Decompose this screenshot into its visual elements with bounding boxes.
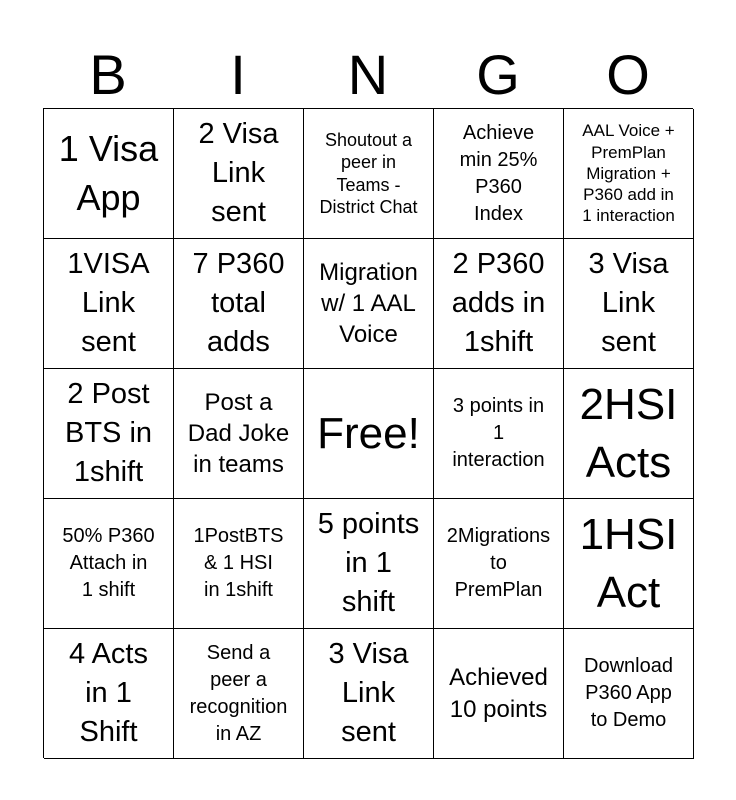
- bingo-cell[interactable]: [44, 499, 174, 629]
- bingo-cell[interactable]: [174, 109, 304, 239]
- cell-text: 7 P360 total adds: [192, 247, 285, 359]
- cell-text: 2 Visa Link sent: [198, 117, 279, 229]
- bingo-cell[interactable]: [304, 629, 434, 759]
- cell-text: 3 points in 1 interaction: [452, 395, 545, 471]
- cell-text: 2 Post BTS in 1shift: [64, 377, 153, 489]
- bingo-header: [43, 42, 693, 108]
- cell-text: Migration w/ 1 AAL Voice: [319, 258, 418, 349]
- cell-text: Achieve min 25% P360 Index: [459, 121, 538, 225]
- bingo-cell[interactable]: [564, 109, 694, 239]
- bingo-cell[interactable]: [564, 629, 694, 759]
- cell-text: AAL Voice + PremPlan Migration + P360 add in 1 interaction: [582, 121, 675, 226]
- cell-text: 2HSI Acts: [579, 380, 678, 487]
- header-letter-o: O: [606, 43, 650, 106]
- bingo-cell[interactable]: [44, 109, 174, 239]
- header-letter-g: G: [476, 43, 520, 106]
- bingo-cell[interactable]: [564, 239, 694, 369]
- cell-text-free: Free!: [317, 408, 420, 458]
- bingo-cell[interactable]: [434, 629, 564, 759]
- bingo-cell[interactable]: [304, 109, 434, 239]
- bingo-cell[interactable]: [174, 369, 304, 499]
- bingo-cell[interactable]: [434, 499, 564, 629]
- cell-text: 5 points in 1 shift: [317, 507, 420, 619]
- cell-text: 3 Visa Link sent: [588, 247, 669, 359]
- bingo-board: [43, 108, 693, 758]
- cell-text: Post a Dad Joke in teams: [187, 388, 290, 479]
- cell-text: 3 Visa Link sent: [328, 637, 409, 749]
- bingo-cell[interactable]: [434, 239, 564, 369]
- cell-text: Shoutout a peer in Teams - District Chat: [319, 129, 418, 217]
- cell-text: 1HSI Act: [579, 510, 678, 617]
- bingo-cell[interactable]: [304, 499, 434, 629]
- bingo-cell[interactable]: [564, 499, 694, 629]
- header-letter-i: I: [230, 43, 246, 106]
- header-letter-b: B: [89, 43, 127, 106]
- cell-text: 4 Acts in 1 Shift: [69, 637, 148, 749]
- cell-text: Send a peer a recognition in AZ: [189, 641, 288, 745]
- cell-text: 2Migrations to PremPlan: [446, 525, 551, 601]
- cell-text: 1PostBTS & 1 HSI in 1shift: [193, 525, 284, 601]
- bingo-cell[interactable]: [174, 499, 304, 629]
- cell-text: 50% P360 Attach in 1 shift: [62, 525, 155, 601]
- bingo-cell[interactable]: [434, 369, 564, 499]
- bingo-cell-free[interactable]: [304, 369, 434, 499]
- cell-text: 1VISA Link sent: [67, 247, 150, 359]
- header-letter-n: N: [347, 43, 389, 106]
- bingo-cell[interactable]: [44, 629, 174, 759]
- bingo-cell[interactable]: [174, 629, 304, 759]
- cell-text: Achieved 10 points: [449, 664, 548, 723]
- bingo-cell[interactable]: [304, 239, 434, 369]
- bingo-cell[interactable]: [564, 369, 694, 499]
- bingo-cell[interactable]: [44, 369, 174, 499]
- cell-text: 2 P360 adds in 1shift: [451, 247, 546, 359]
- bingo-cell[interactable]: [44, 239, 174, 369]
- cell-text: Download P360 App to Demo: [584, 655, 673, 731]
- cell-text: 1 Visa App: [58, 127, 159, 218]
- bingo-cell[interactable]: [434, 109, 564, 239]
- bingo-cell[interactable]: [174, 239, 304, 369]
